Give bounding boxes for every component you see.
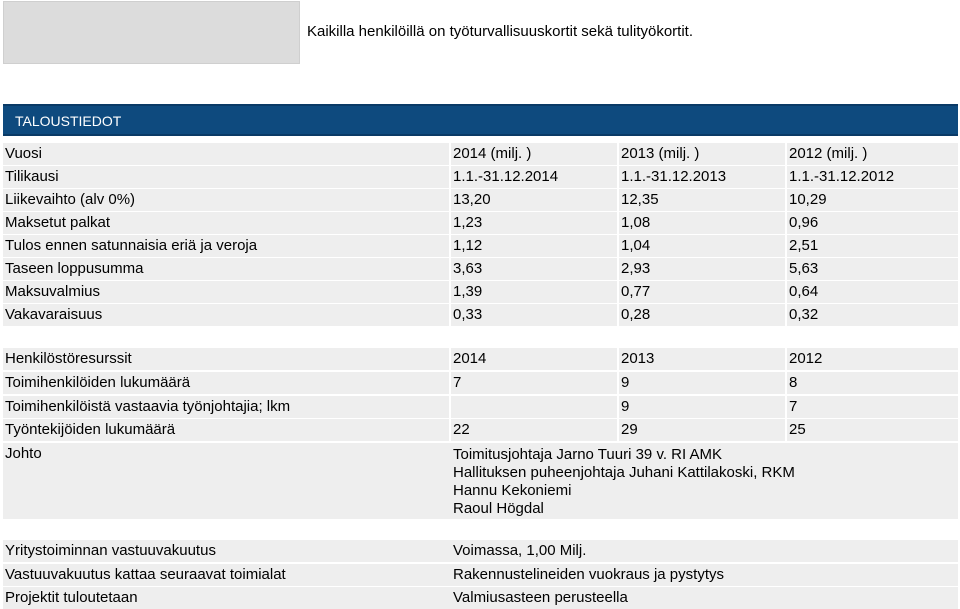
- liability-row-insurance: [3, 540, 958, 562]
- cell-2012: 2,51: [789, 237, 819, 254]
- row-value: Valmiusasteen perusteella: [453, 589, 628, 606]
- cell-2013: 1.1.-31.12.2013: [621, 168, 727, 185]
- row-label: Toimihenkilöiden lukumäärä: [5, 374, 191, 391]
- row-label: Taseen loppusumma: [5, 260, 144, 277]
- row-label: Liikevaihto (alv 0%): [5, 191, 136, 208]
- cell-2013: 1,04: [621, 237, 651, 254]
- cell-2012: 10,29: [789, 191, 827, 208]
- liability-row-projects: [3, 587, 958, 609]
- finance-row-year: [3, 143, 958, 165]
- hr-row-supervisors: [3, 396, 958, 418]
- cell-2014: 13,20: [453, 191, 491, 208]
- cell-2014: 7: [453, 374, 462, 391]
- cell-2012: 2012 (milj. ): [789, 145, 868, 162]
- hr-row-header: [3, 348, 958, 370]
- cell-2014: 2014: [453, 350, 487, 367]
- management-list: [453, 446, 795, 518]
- cell-2012: 8: [789, 374, 798, 391]
- row-label: Maksuvalmius: [5, 283, 101, 300]
- row-label: Tulos ennen satunnaisia eriä ja veroja: [5, 237, 258, 254]
- finance-row-salaries: [3, 212, 958, 234]
- cell-2013: 0,28: [621, 306, 651, 323]
- cell-2012: 0,32: [789, 306, 819, 323]
- cell-2014: 1.1.-31.12.2014: [453, 168, 559, 185]
- row-label: Vastuuvakuutus kattaa seuraavat toimialat: [5, 566, 286, 583]
- hr-row-officials: [3, 372, 958, 394]
- logo-placeholder: [3, 1, 300, 64]
- cell-2013: 2013 (milj. ): [621, 145, 700, 162]
- management-line: Hallituksen puheenjohtaja Juhani Kattilakoski, RKM: [453, 464, 795, 481]
- cell-2013: 2013: [621, 350, 655, 367]
- row-value: Voimassa, 1,00 Milj.: [453, 542, 587, 559]
- cell-2013: 0,77: [621, 283, 651, 300]
- cell-2012: 2012: [789, 350, 823, 367]
- finance-row-period: [3, 166, 958, 188]
- management-line: Hannu Kekoniemi: [453, 482, 572, 499]
- cell-2014: 2014 (milj. ): [453, 145, 532, 162]
- row-label: Vuosi: [5, 145, 42, 162]
- cell-2014: 1,23: [453, 214, 483, 231]
- management-label: Johto: [5, 445, 42, 462]
- cell-2014: 1,12: [453, 237, 483, 254]
- cell-2012: 7: [789, 398, 798, 415]
- cell-2013: 29: [621, 421, 638, 438]
- row-label: Henkilöstöresurssit: [5, 350, 132, 367]
- row-label: Toimihenkilöistä vastaavia työnjohtajia; lkm: [5, 398, 291, 415]
- section-title: TALOUSTIEDOT: [15, 113, 122, 129]
- safety-cards-note: Kaikilla henkilöillä on työturvallisuuskortit sekä tulityökortit.: [307, 23, 694, 40]
- finance-row-profit: [3, 235, 958, 257]
- finance-row-solvency: [3, 304, 958, 326]
- management-line: Raoul Högdal: [453, 500, 544, 517]
- management-line: Toimitusjohtaja Jarno Tuuri 39 v. RI AMK: [453, 446, 723, 463]
- row-label: Vakavaraisuus: [5, 306, 103, 323]
- cell-2014: 3,63: [453, 260, 483, 277]
- row-label: Työntekijöiden lukumäärä: [5, 421, 176, 438]
- finance-row-liquidity: [3, 281, 958, 303]
- cell-2013: 9: [621, 374, 630, 391]
- hr-row-workers: [3, 419, 958, 441]
- liability-row-coverage: [3, 564, 958, 586]
- cell-2012: 5,63: [789, 260, 819, 277]
- row-label: Maksetut palkat: [5, 214, 111, 231]
- cell-2014: [453, 396, 615, 418]
- row-label: Projektit tuloutetaan: [5, 589, 138, 606]
- cell-2014: 1,39: [453, 283, 483, 300]
- cell-2013: 9: [621, 398, 630, 415]
- management-row: [3, 443, 958, 519]
- finance-row-revenue: [3, 189, 958, 211]
- cell-2012: 1.1.-31.12.2012: [789, 168, 895, 185]
- cell-2013: 1,08: [621, 214, 651, 231]
- row-label: Tilikausi: [5, 168, 59, 185]
- row-label: Yritystoiminnan vastuuvakuutus: [5, 542, 216, 559]
- cell-2013: 12,35: [621, 191, 659, 208]
- row-value: Rakennustelineiden vuokraus ja pystytys: [453, 566, 724, 583]
- cell-2012: 25: [789, 421, 806, 438]
- finance-row-balance: [3, 258, 958, 280]
- cell-2014: 22: [453, 421, 470, 438]
- cell-2012: 0,96: [789, 214, 819, 231]
- cell-2013: 2,93: [621, 260, 651, 277]
- section-header: [3, 104, 958, 136]
- cell-2014: 0,33: [453, 306, 483, 323]
- cell-2012: 0,64: [789, 283, 819, 300]
